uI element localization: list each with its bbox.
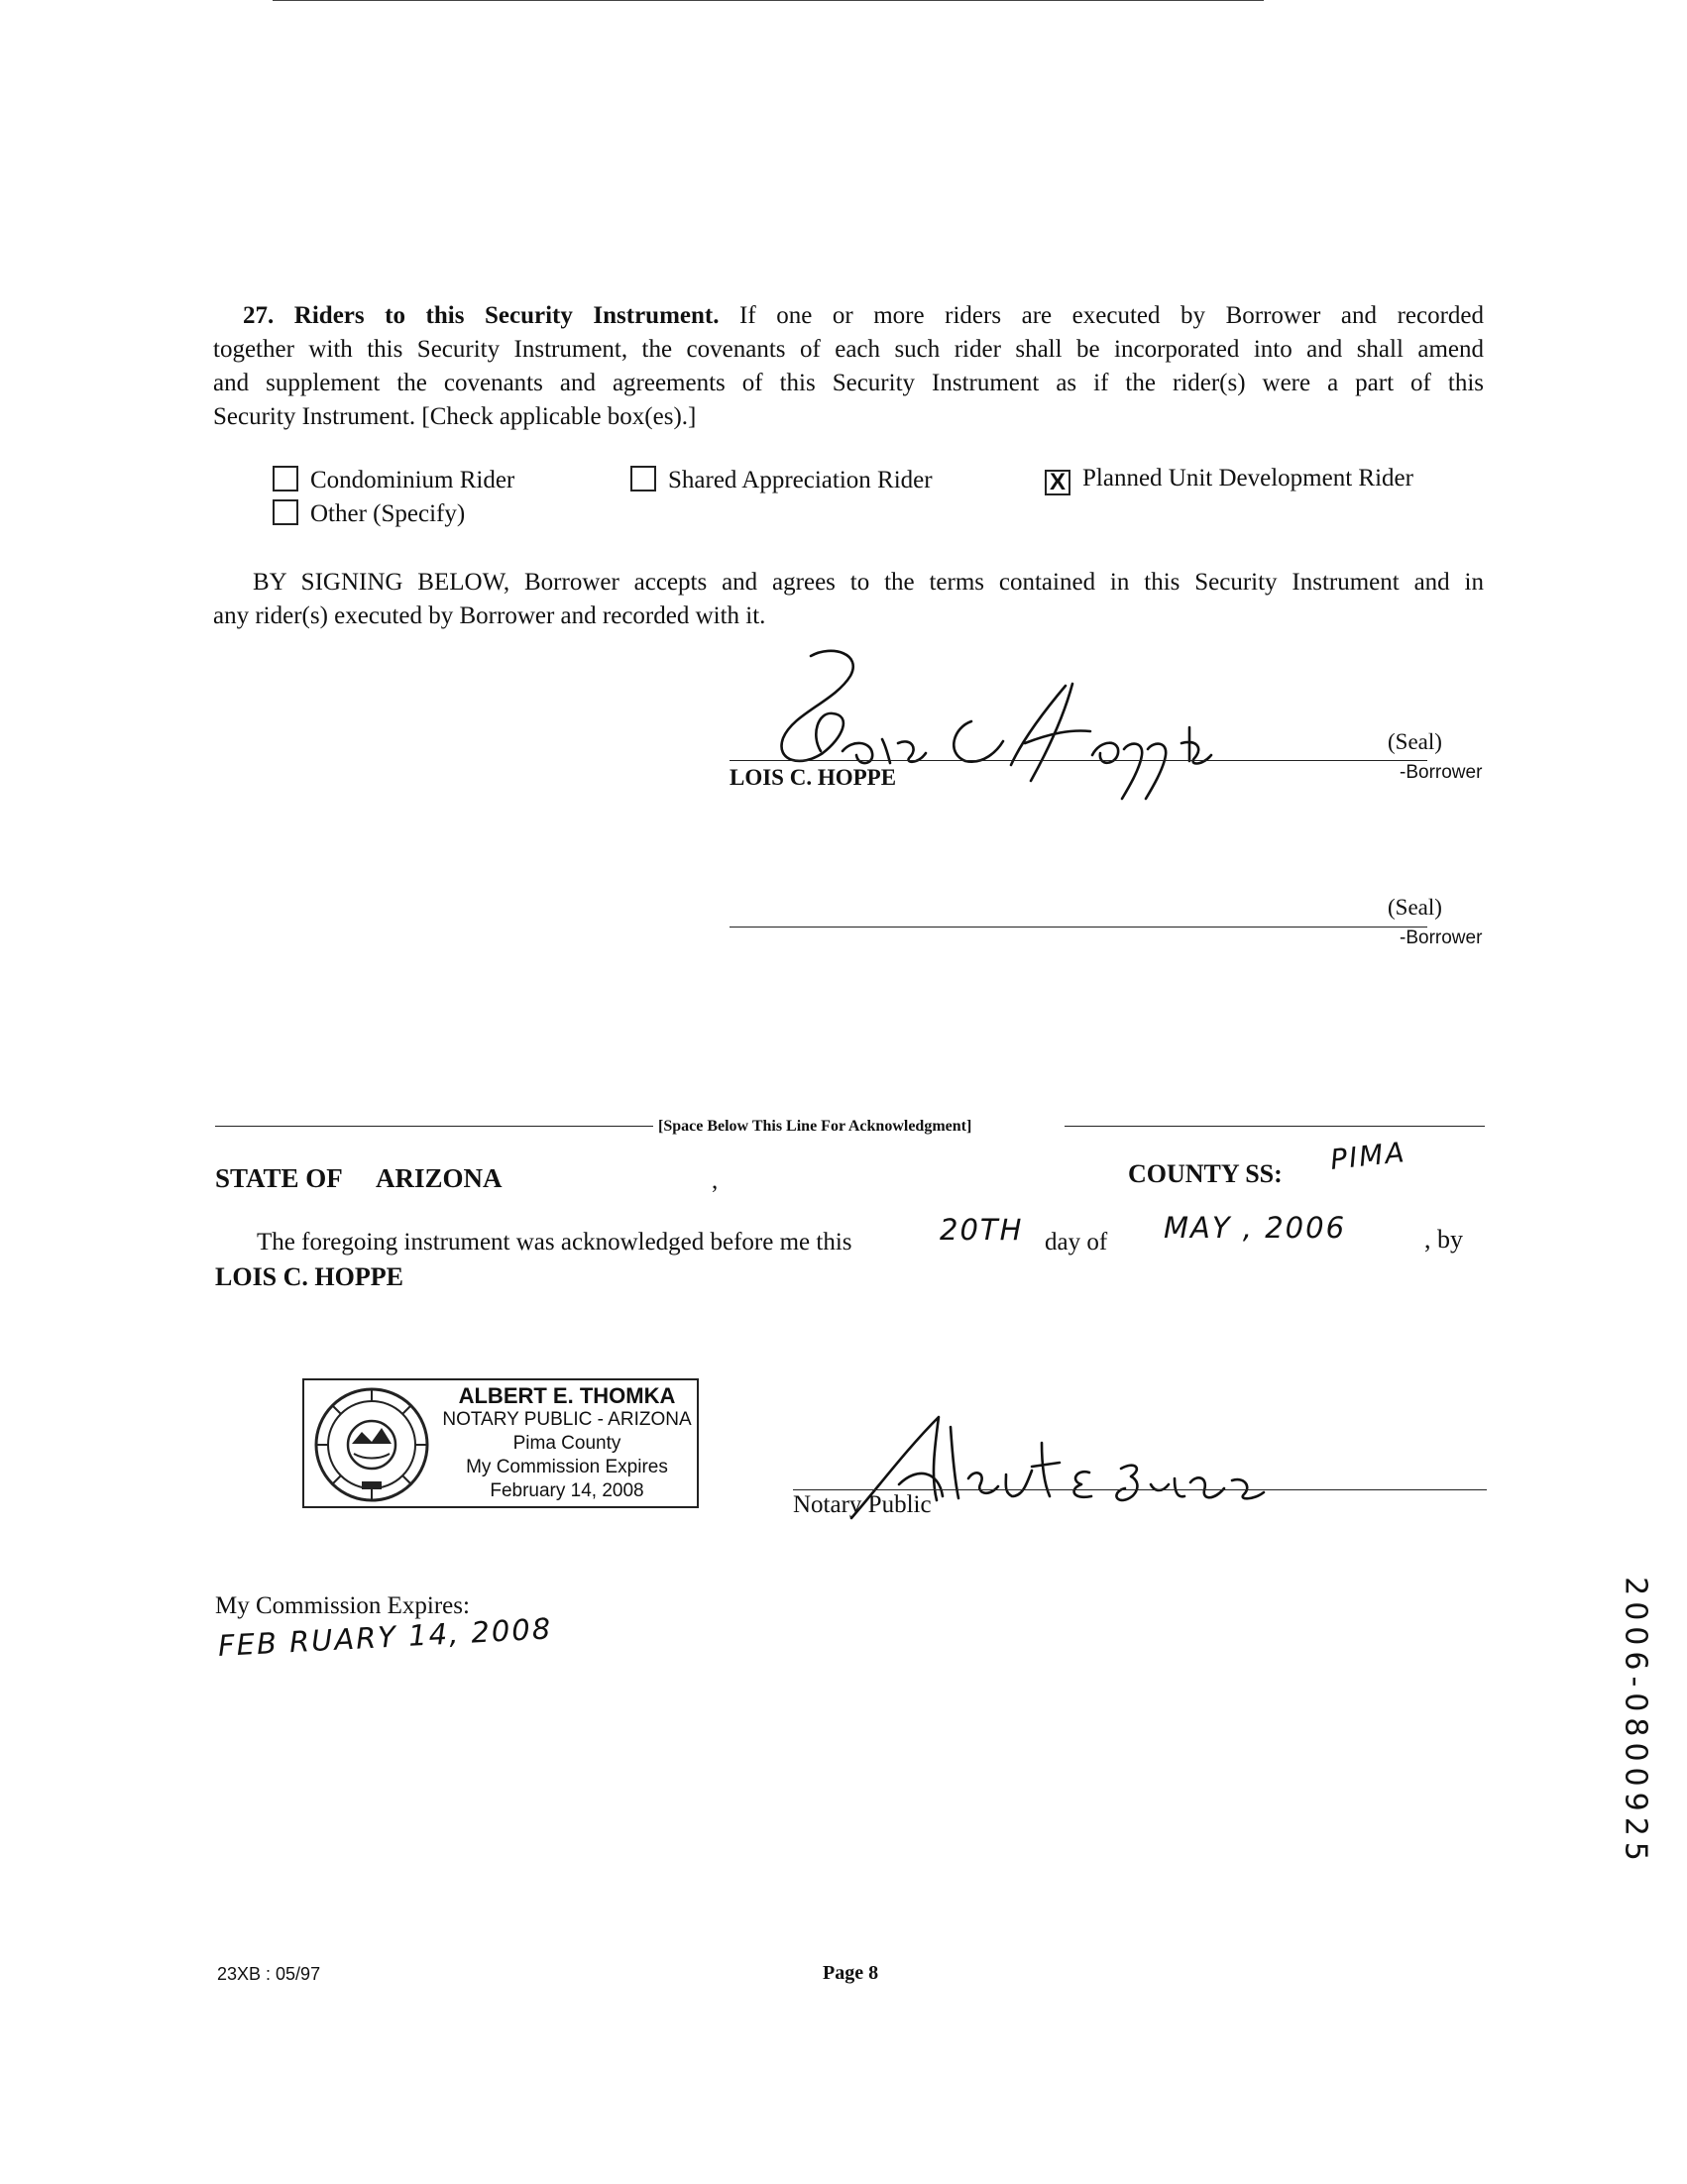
- rider-condominium[interactable]: Condominium Rider: [273, 466, 514, 494]
- acknowledgment-sentence: The foregoing instrument was acknowledged before me this: [257, 1229, 852, 1256]
- notary-stamp-county: Pima County: [512, 1433, 621, 1454]
- rider-other[interactable]: Other (Specify): [273, 499, 465, 528]
- section-27-line-1: 27. Riders to this Security Instrument. If one or more riders are executed by Borrower and recorded: [243, 302, 1485, 329]
- notary-stamp-text: [437, 1384, 697, 1503]
- top-rule: [273, 0, 1264, 1]
- notary-stamp-expires-label: My Commission Expires: [466, 1457, 668, 1477]
- commission-expires-label: My Commission Expires:: [215, 1592, 470, 1619]
- shared-appreciation-checkbox[interactable]: [630, 466, 656, 491]
- state-comma: ,: [712, 1167, 719, 1194]
- section-27-line-3: and supplement the covenants and agreements of this Security Instrument as if the rider(s) were a part of this: [213, 370, 1484, 396]
- borrower-1-signature-line: [730, 760, 1427, 761]
- section-27-paragraph: [213, 299, 1484, 434]
- signing-paragraph: [213, 566, 1484, 633]
- section-27-line-2: together with this Security Instrument, the covenants of each such rider shall be incorporated into and shall amend: [213, 336, 1484, 363]
- acknowledged-person: LOIS C. HOPPE: [215, 1262, 403, 1291]
- signing-line-1: BY SIGNING BELOW, Borrower accepts and agrees to the terms contained in this Security Instrument and in: [253, 569, 1484, 596]
- notary-public-label: Notary Public: [793, 1491, 932, 1518]
- by-label: , by: [1424, 1225, 1463, 1254]
- acknowledgment-divider-right: [1065, 1126, 1485, 1127]
- rider-planned-unit-development[interactable]: X Planned Unit Development Rider: [1045, 465, 1413, 495]
- rider-shared-appreciation[interactable]: Shared Appreciation Rider: [630, 466, 933, 494]
- section-27-line-4: Security Instrument. [Check applicable box(es).]: [213, 403, 697, 430]
- side-recording-number: 2006-0800925: [1618, 1577, 1653, 1867]
- borrower-1-role: -Borrower: [1400, 762, 1483, 783]
- commission-expires-handwritten: FEB RUARY 14, 2008: [217, 1611, 553, 1663]
- acknowledgment-divider-label: [Space Below This Line For Acknowledgment]: [658, 1118, 972, 1135]
- borrower-1-seal: (Seal): [1388, 729, 1442, 754]
- county-label: COUNTY SS:: [1128, 1159, 1283, 1188]
- section-27-heading: 27. Riders to this Security Instrument.: [243, 302, 720, 329]
- notary-stamp-title: NOTARY PUBLIC - ARIZONA: [442, 1409, 692, 1430]
- borrower-1-name: LOIS C. HOPPE: [730, 765, 897, 790]
- condominium-checkbox[interactable]: [273, 466, 298, 491]
- date-handwritten: MAY , 2006: [1164, 1211, 1347, 1245]
- form-code: 23XB : 05/97: [217, 1964, 321, 1984]
- notary-stamp-name: ALBERT E. THOMKA: [458, 1383, 676, 1408]
- notary-stamp: [302, 1378, 699, 1508]
- borrower-2-signature-line: [730, 927, 1427, 928]
- planned-unit-checkbox[interactable]: X: [1045, 470, 1070, 495]
- county-handwritten: PIMA: [1328, 1136, 1407, 1176]
- notary-stamp-expires-date: February 14, 2008: [490, 1480, 644, 1501]
- acknowledgment-divider-left: [215, 1126, 653, 1127]
- state-seal-icon: [310, 1384, 433, 1505]
- borrower-2-role: -Borrower: [1400, 928, 1483, 948]
- day-of-label: day of: [1045, 1229, 1108, 1256]
- notary-signature-line: [793, 1489, 1487, 1490]
- state-label: STATE OF: [215, 1163, 343, 1193]
- state-value: ARIZONA: [376, 1163, 503, 1193]
- page-number: Page 8: [823, 1962, 879, 1984]
- day-handwritten: 20TH: [940, 1213, 1024, 1247]
- borrower-2-seal: (Seal): [1388, 895, 1442, 920]
- other-checkbox[interactable]: [273, 499, 298, 525]
- signing-line-2: any rider(s) executed by Borrower and recorded with it.: [213, 602, 766, 629]
